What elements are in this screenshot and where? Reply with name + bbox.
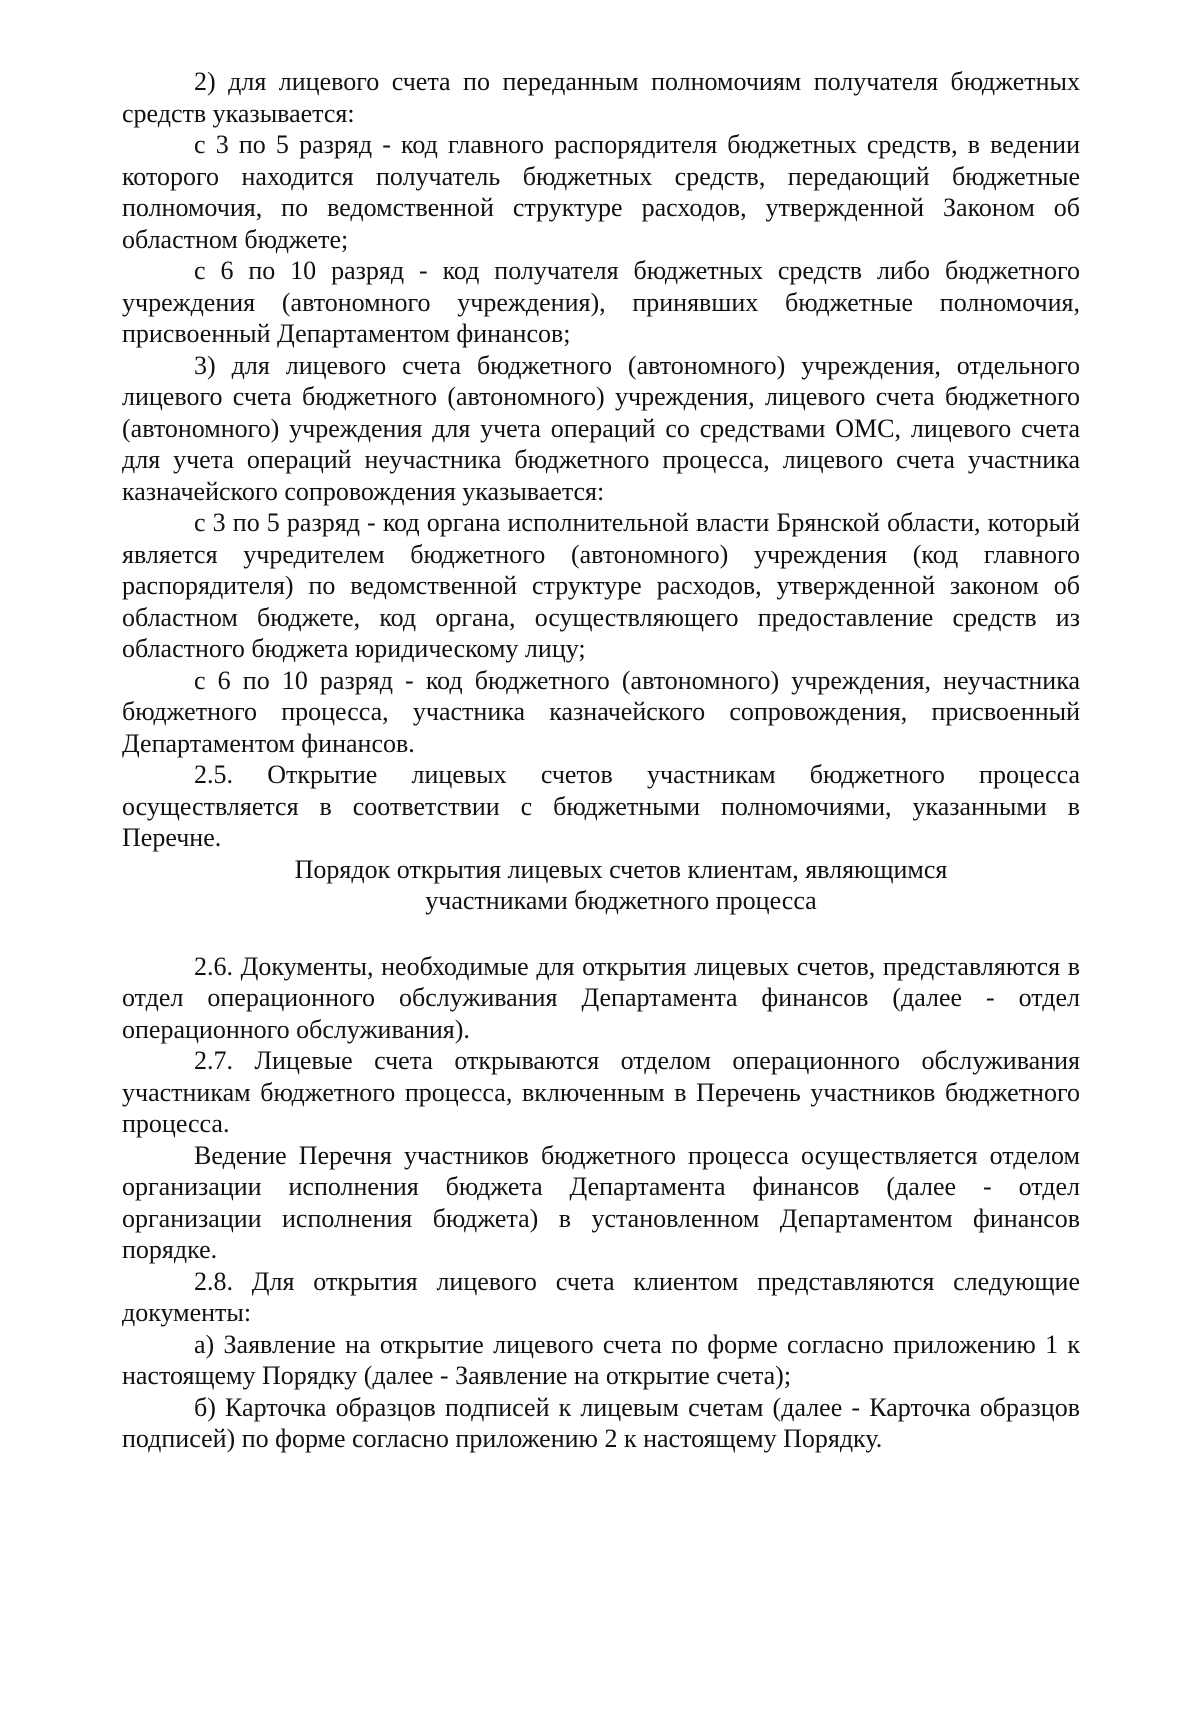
paragraph-digits-3-5-institution: с 3 по 5 разряд - код органа исполнительной власти Брянской области, который является учредителем бюджетного (автономного) учреждения (код главного распорядителя) по ведомственной структуре расходов, утвержденной законом об областном бюджете, код органа, осуществляющего предоставление средств из областного бюджета юридическому лицу; xyxy=(122,508,1080,663)
paragraph-2-6: 2.6. Документы, необходимые для открытия лицевых счетов, представляются в отдел операционного обслуживания Департамента финансов (далее - отдел операционного обслуживания). xyxy=(122,951,1080,1044)
paragraph-2-5: 2.5. Открытие лицевых счетов участникам бюджетного процесса осуществляется в соответствии с бюджетными полномочиями, указанными в Перечне. xyxy=(122,760,1080,852)
paragraph-2-8: 2.8. Для открытия лицевого счета клиентом представляются следующие документы: xyxy=(122,1266,1080,1327)
paragraph-item-a: а) Заявление на открытие лицевого счета по форме согласно приложению 1 к настоящему Порядку (далее - Заявление на открытие счета); xyxy=(122,1329,1080,1390)
section-heading xyxy=(122,854,1080,917)
paragraph-item-3: 3) для лицевого счета бюджетного (автономного) учреждения, отдельного лицевого счета бюджетного (автономного) учреждения, лицевого счета бюджетного (автономного) учреждения для учета операций со средствами ОМС, лицевого счета для учета операций неучастника бюджетного процесса, лицевого счета участника казначейского сопровождения указывается: xyxy=(122,350,1080,506)
paragraph-digits-3-5-transferred: с 3 по 5 разряд - код главного распорядителя бюджетных средств, в ведении которого находится получатель бюджетных средств, передающий бюджетные полномочия, по ведомственной структуре расходов, утвержденной Законом об областном бюджете; xyxy=(122,130,1080,254)
paragraph-item-b: б) Карточка образцов подписей к лицевым счетам (далее - Карточка образцов подписей) по форме согласно приложению 2 к настоящему Порядку. xyxy=(122,1392,1080,1453)
section-heading-line-1: Порядок открытия лицевых счетов клиентам, являющимся xyxy=(294,854,948,884)
paragraph-digits-6-10-transferred: с 6 по 10 разряд - код получателя бюджетных средств либо бюджетного учреждения (автономного учреждения), принявших бюджетные полномочия, присвоенный Департаментом финансов; xyxy=(122,256,1080,348)
paragraph-item-2: 2) для лицевого счета по переданным полномочиям получателя бюджетных средств указывается: xyxy=(122,67,1080,128)
paragraph-2-7: 2.7. Лицевые счета открываются отделом операционного обслуживания участникам бюджетного процесса, включенным в Перечень участников бюджетного процесса. xyxy=(122,1046,1080,1138)
spacer xyxy=(122,917,1080,951)
paragraph-digits-6-10-institution: с 6 по 10 разряд - код бюджетного (автономного) учреждения, неучастника бюджетного процесса, участника казначейского сопровождения, присвоенный Департаментом финансов. xyxy=(122,665,1080,758)
paragraph-list-maintenance: Ведение Перечня участников бюджетного процесса осуществляется отделом организации исполнения бюджета Департамента финансов (далее - отдел организации исполнения бюджета) в установленном Департаментом финансов порядке. xyxy=(122,1140,1080,1264)
section-heading-line-2: участниками бюджетного процесса xyxy=(425,886,817,915)
